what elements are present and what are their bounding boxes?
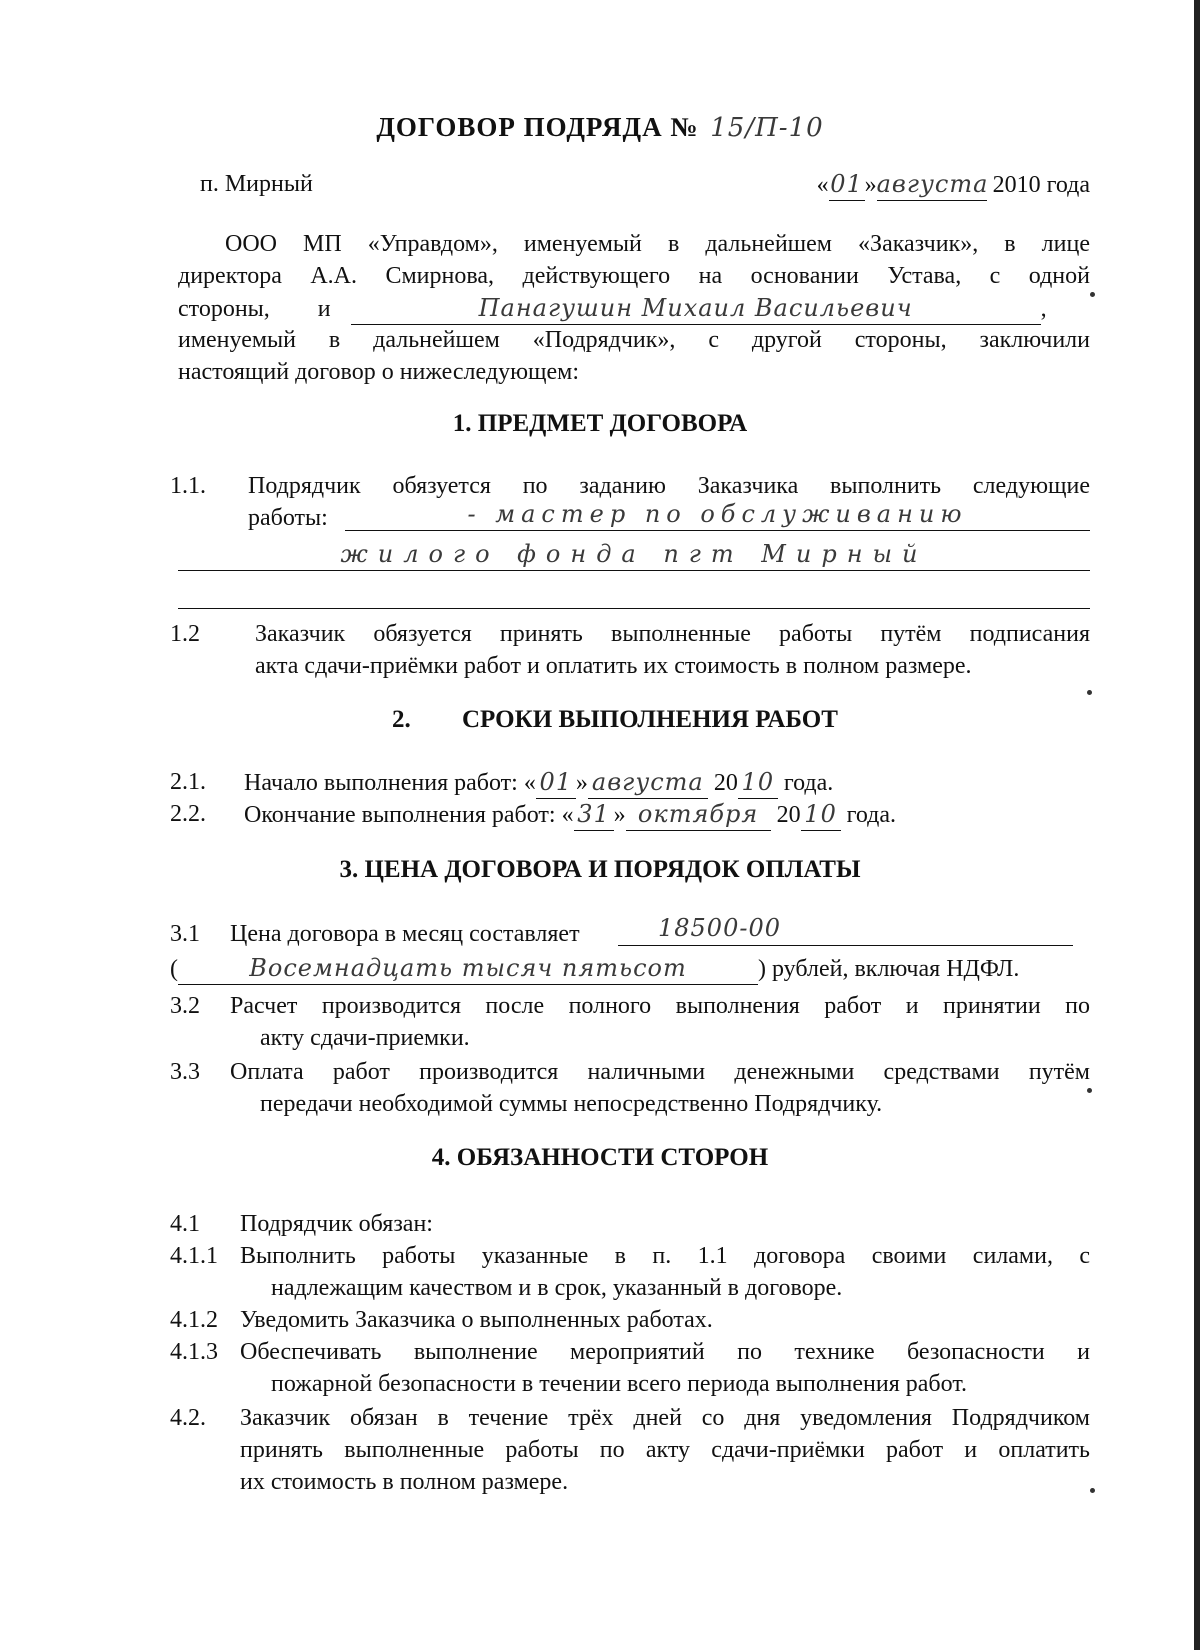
preamble-line: директора А.А. Смирнова, действующего на основании Устава, с одной <box>178 263 1090 289</box>
clause-3-1-number: 3.1 <box>170 921 200 947</box>
clause-3-3-text: Оплата работ производится наличными денежными средствами путём <box>230 1059 1090 1085</box>
clause-4-1-3-number: 4.1.3 <box>170 1339 218 1365</box>
clause-1-1-text: Подрядчик обязуется по заданию Заказчика выполнить следующие <box>248 473 1090 499</box>
date-day-handwritten: 01 <box>829 168 865 201</box>
clause-2-1-text: Начало выполнения работ: « 01 » августа 20 10 года. <box>244 766 833 799</box>
works-description-handwritten: жилого фонда пгт Мирный <box>178 540 1090 571</box>
scan-edge <box>1194 0 1200 1650</box>
clause-4-1-text: Подрядчик обязан: <box>240 1211 433 1237</box>
clause-3-1-text: Цена договора в месяц составляет <box>230 921 580 947</box>
preamble-line: именуемый в дальнейшем «Подрядчик», с другой стороны, заключили <box>178 327 1090 353</box>
clause-4-1-2-number: 4.1.2 <box>170 1307 218 1333</box>
clause-3-3-text: передачи необходимой суммы непосредственно Подрядчику. <box>260 1091 883 1117</box>
clause-4-1-1-text: надлежащим качеством и в срок, указанный в договоре. <box>271 1275 843 1301</box>
clause-4-1-number: 4.1 <box>170 1211 200 1237</box>
clause-4-1-1-number: 4.1.1 <box>170 1243 218 1269</box>
clause-1-2-text: Заказчик обязуется принять выполненные работы путём подписания <box>255 621 1090 647</box>
clause-3-2-number: 3.2 <box>170 993 200 1019</box>
clause-4-2-text: их стоимость в полном размере. <box>240 1469 569 1495</box>
section-4-heading: 4. ОБЯЗАННОСТИ СТОРОН <box>431 1144 769 1171</box>
clause-2-2-text: Окончание выполнения работ: « 31 » октября 20 10 года. <box>244 798 896 831</box>
clause-1-2-number: 1.2 <box>170 621 200 647</box>
clause-2-1-number: 2.1. <box>170 769 206 795</box>
place: п. Мирный <box>200 171 313 197</box>
start-month-handwritten: августа <box>588 766 708 799</box>
date-month-handwritten: августа <box>877 168 987 201</box>
price-handwritten: 18500-00 <box>618 914 1073 946</box>
scan-speck <box>1087 690 1092 695</box>
clause-4-1-3-text: пожарной безопасности в течении всего периода выполнения работ. <box>271 1371 968 1397</box>
section-1-heading: 1. ПРЕДМЕТ ДОГОВОРА <box>452 410 748 437</box>
clause-3-2-text: Расчет производится после полного выполнения работ и принятии по <box>230 993 1090 1019</box>
preamble-line: настоящий договор о нижеследующем: <box>178 359 579 385</box>
clause-3-3-number: 3.3 <box>170 1059 200 1085</box>
clause-4-2-text: принять выполненные работы по акту сдачи-приёмки работ и оплатить <box>240 1437 1090 1463</box>
price-in-words: ( Восемнадцать тысяч пятьсот ) рублей, включая НДФЛ. <box>170 952 1090 985</box>
section-3-heading: 3. ЦЕНА ДОГОВОРА И ПОРЯДОК ОПЛАТЫ <box>339 856 861 883</box>
price-words-handwritten: Восемнадцать тысяч пятьсот <box>178 952 758 985</box>
section-2-number: 2. <box>392 706 411 733</box>
document-title: ДОГОВОР ПОДРЯДА № 15/П-10 <box>376 112 824 143</box>
clause-2-2-number: 2.2. <box>170 801 206 827</box>
scan-speck <box>1087 1088 1092 1093</box>
contractor-name-handwritten: Панагушин Михаил Васильевич <box>351 292 1041 325</box>
works-description-handwritten: - мастер по обслуживанию <box>345 500 1090 531</box>
contract-date: «01»августа 2010 года <box>760 168 1090 201</box>
clause-4-1-3-text: Обеспечивать выполнение мероприятий по технике безопасности и <box>240 1339 1090 1365</box>
clause-4-2-text: Заказчик обязан в течение трёх дней со дня уведомления Подрядчиком <box>240 1405 1090 1431</box>
clause-4-1-1-text: Выполнить работы указанные в п. 1.1 договора своими силами, с <box>240 1243 1090 1269</box>
clause-1-1-number: 1.1. <box>170 473 206 499</box>
preamble-line: ООО МП «Управдом», именуемый в дальнейшем «Заказчик», в лице <box>225 231 1090 257</box>
contract-number-handwritten: 15/П-10 <box>710 113 824 143</box>
scan-speck <box>1090 292 1095 297</box>
clause-3-2-text: акту сдачи-приемки. <box>260 1025 470 1051</box>
clause-1-2-text: акта сдачи-приёмки работ и оплатить их стоимость в полном размере. <box>255 653 972 679</box>
clause-1-1-works-label: работы: <box>248 505 328 531</box>
blank-line <box>178 608 1090 609</box>
preamble-line: стороны, и Панагушин Михаил Васильевич , <box>178 292 1090 325</box>
end-day-handwritten: 31 <box>574 798 614 831</box>
clause-4-2-number: 4.2. <box>170 1405 206 1431</box>
end-month-handwritten: октября <box>626 798 771 831</box>
clause-4-1-2-text: Уведомить Заказчика о выполненных работах. <box>240 1307 713 1333</box>
start-year-handwritten: 10 <box>738 766 778 799</box>
section-2-heading: СРОКИ ВЫПОЛНЕНИЯ РАБОТ <box>462 706 838 733</box>
scan-speck <box>1090 1488 1095 1493</box>
start-day-handwritten: 01 <box>536 766 576 799</box>
end-year-handwritten: 10 <box>801 798 841 831</box>
